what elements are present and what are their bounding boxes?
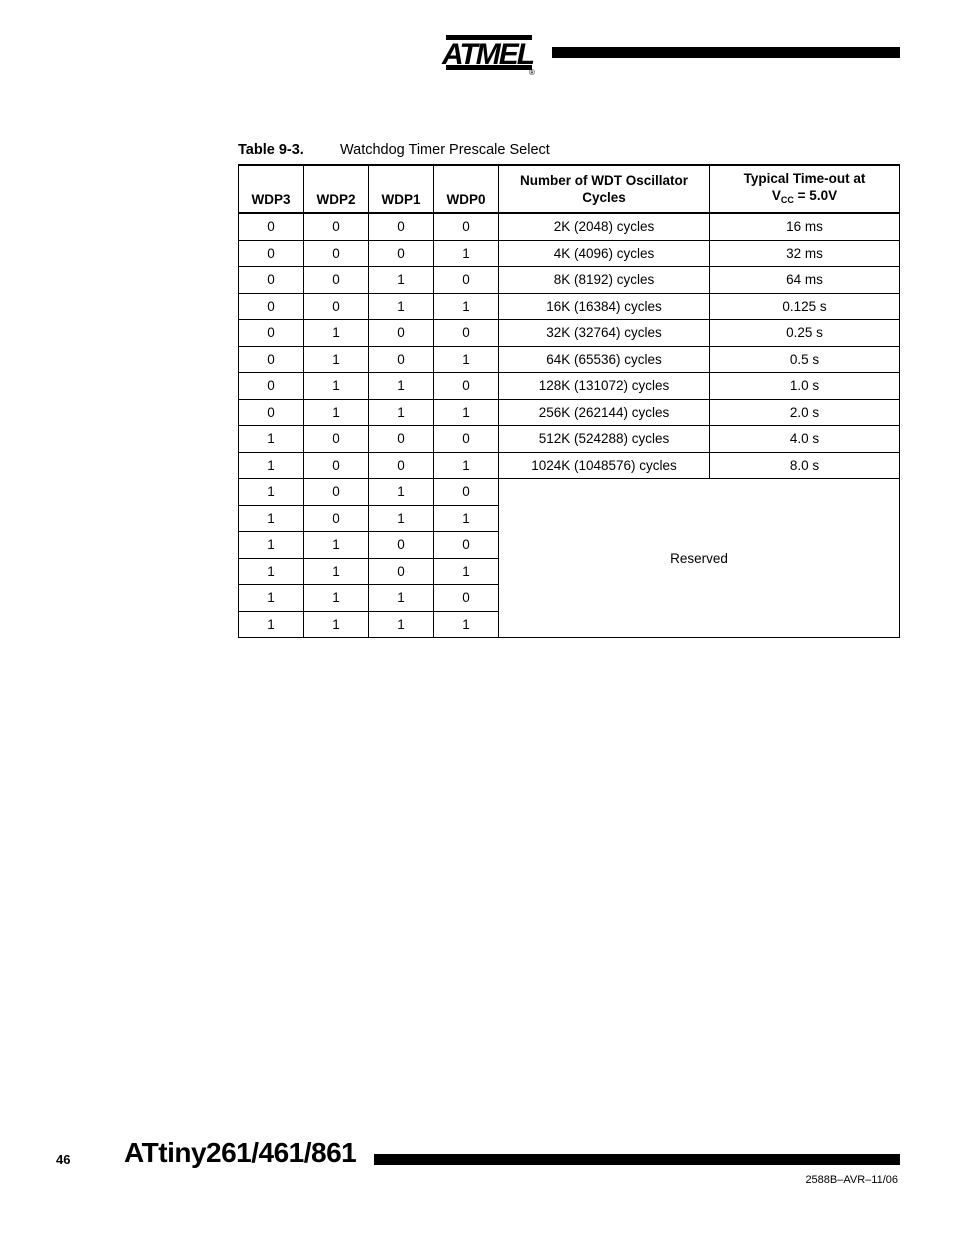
cell-wdp1: 1 <box>369 399 434 426</box>
header-timeout-v: V <box>771 187 781 203</box>
cell-cycles: 64K (65536) cycles <box>499 346 710 373</box>
cell-wdp2: 0 <box>304 267 369 294</box>
cell-wdp0: 1 <box>434 399 499 426</box>
cell-cycles: 2K (2048) cycles <box>499 213 710 240</box>
cell-wdp3: 0 <box>239 399 304 426</box>
cell-wdp3: 0 <box>239 293 304 320</box>
cell-wdp1: 1 <box>369 585 434 612</box>
cell-wdp1: 0 <box>369 240 434 267</box>
header-timeout-line1: Typical Time-out at <box>743 170 866 186</box>
svg-text:ATMEL: ATMEL <box>442 38 534 71</box>
table-title: Watchdog Timer Prescale Select <box>340 142 550 158</box>
svg-text:®: ® <box>529 68 535 77</box>
document-code: 2588B–AVR–11/06 <box>805 1174 898 1186</box>
table-row <box>239 452 900 479</box>
cell-wdp1: 0 <box>369 346 434 373</box>
cell-wdp1: 0 <box>369 213 434 240</box>
header-timeout-sub: CC <box>780 194 794 205</box>
cell-timeout: 0.5 s <box>710 346 900 373</box>
cell-wdp3: 1 <box>239 611 304 638</box>
table-row <box>239 399 900 426</box>
cell-timeout: 8.0 s <box>710 452 900 479</box>
table-row <box>239 213 900 240</box>
cell-wdp0: 0 <box>434 320 499 347</box>
cell-wdp2: 0 <box>304 213 369 240</box>
cell-wdp2: 1 <box>304 346 369 373</box>
cell-wdp2: 0 <box>304 240 369 267</box>
cell-wdp0: 1 <box>434 240 499 267</box>
cell-wdp3: 0 <box>239 213 304 240</box>
cell-wdp3: 0 <box>239 267 304 294</box>
cell-wdp2: 0 <box>304 452 369 479</box>
cell-timeout: 4.0 s <box>710 426 900 453</box>
cell-wdp0: 0 <box>434 426 499 453</box>
table-number: Table 9-3. <box>238 142 304 158</box>
cell-wdp3: 1 <box>239 558 304 585</box>
cell-wdp2: 0 <box>304 426 369 453</box>
table-caption <box>238 142 550 158</box>
cell-wdp2: 1 <box>304 532 369 559</box>
cell-timeout: 0.25 s <box>710 320 900 347</box>
cell-cycles: 16K (16384) cycles <box>499 293 710 320</box>
cell-wdp3: 1 <box>239 452 304 479</box>
cell-timeout: 16 ms <box>710 213 900 240</box>
table-row <box>239 293 900 320</box>
cell-wdp2: 1 <box>304 585 369 612</box>
header-timeout-rest: = 5.0V <box>793 187 838 203</box>
header-wdp3: WDP3 <box>239 165 304 213</box>
cell-cycles: 1024K (1048576) cycles <box>499 452 710 479</box>
cell-wdp1: 0 <box>369 320 434 347</box>
cell-wdp0: 0 <box>434 267 499 294</box>
table-row <box>239 426 900 453</box>
cell-wdp3: 1 <box>239 505 304 532</box>
cell-wdp2: 0 <box>304 479 369 506</box>
cell-cycles: 32K (32764) cycles <box>499 320 710 347</box>
cell-timeout: 64 ms <box>710 267 900 294</box>
cell-wdp0: 1 <box>434 293 499 320</box>
cell-wdp0: 1 <box>434 558 499 585</box>
watchdog-prescale-table <box>238 164 900 638</box>
cell-wdp0: 1 <box>434 452 499 479</box>
cell-cycles: 4K (4096) cycles <box>499 240 710 267</box>
table-row <box>239 479 900 506</box>
cell-cycles: 256K (262144) cycles <box>499 399 710 426</box>
header-wdp1: WDP1 <box>369 165 434 213</box>
cell-wdp1: 1 <box>369 479 434 506</box>
document-title: ATtiny261/461/861 <box>124 1137 357 1168</box>
cell-wdp0: 0 <box>434 213 499 240</box>
cell-wdp2: 1 <box>304 373 369 400</box>
cell-wdp1: 1 <box>369 267 434 294</box>
cell-wdp2: 1 <box>304 320 369 347</box>
cell-wdp0: 0 <box>434 532 499 559</box>
cell-wdp1: 0 <box>369 426 434 453</box>
cell-wdp3: 1 <box>239 585 304 612</box>
table-row <box>239 240 900 267</box>
header-timeout <box>710 165 900 213</box>
table-row <box>239 320 900 347</box>
cell-wdp1: 1 <box>369 505 434 532</box>
table-row <box>239 346 900 373</box>
cell-wdp3: 0 <box>239 240 304 267</box>
header-wdp0: WDP0 <box>434 165 499 213</box>
cell-wdp3: 1 <box>239 532 304 559</box>
page-number: 46 <box>56 1152 71 1167</box>
table-row <box>239 373 900 400</box>
cell-timeout: 2.0 s <box>710 399 900 426</box>
cell-wdp0: 0 <box>434 585 499 612</box>
header-rule <box>552 47 900 58</box>
cell-wdp0: 1 <box>434 346 499 373</box>
header-cycles-line1: Number of WDT Oscillator <box>519 173 688 188</box>
cell-wdp3: 0 <box>239 320 304 347</box>
cell-cycles: 128K (131072) cycles <box>499 373 710 400</box>
cell-wdp1: 0 <box>369 558 434 585</box>
header-cycles <box>499 165 710 213</box>
cell-timeout: 0.125 s <box>710 293 900 320</box>
cell-wdp0: 1 <box>434 505 499 532</box>
cell-wdp1: 1 <box>369 373 434 400</box>
table-header-row <box>239 165 900 213</box>
cell-wdp2: 1 <box>304 611 369 638</box>
cell-wdp2: 1 <box>304 399 369 426</box>
cell-wdp3: 0 <box>239 373 304 400</box>
cell-wdp1: 0 <box>369 452 434 479</box>
table-row <box>239 267 900 294</box>
header-wdp2: WDP2 <box>304 165 369 213</box>
cell-wdp1: 1 <box>369 293 434 320</box>
cell-wdp3: 0 <box>239 346 304 373</box>
cell-cycles: 512K (524288) cycles <box>499 426 710 453</box>
cell-cycles: 8K (8192) cycles <box>499 267 710 294</box>
cell-wdp0: 1 <box>434 611 499 638</box>
cell-wdp2: 0 <box>304 505 369 532</box>
cell-wdp1: 0 <box>369 532 434 559</box>
cell-timeout: 1.0 s <box>710 373 900 400</box>
cell-wdp1: 1 <box>369 611 434 638</box>
footer-rule <box>374 1154 900 1165</box>
cell-wdp0: 0 <box>434 479 499 506</box>
cell-wdp3: 1 <box>239 426 304 453</box>
cell-wdp2: 0 <box>304 293 369 320</box>
atmel-logo <box>440 28 540 78</box>
cell-wdp3: 1 <box>239 479 304 506</box>
cell-timeout: 32 ms <box>710 240 900 267</box>
cell-wdp0: 0 <box>434 373 499 400</box>
cell-wdp2: 1 <box>304 558 369 585</box>
header-cycles-line2: Cycles <box>582 190 626 205</box>
cell-reserved: Reserved <box>499 479 900 638</box>
